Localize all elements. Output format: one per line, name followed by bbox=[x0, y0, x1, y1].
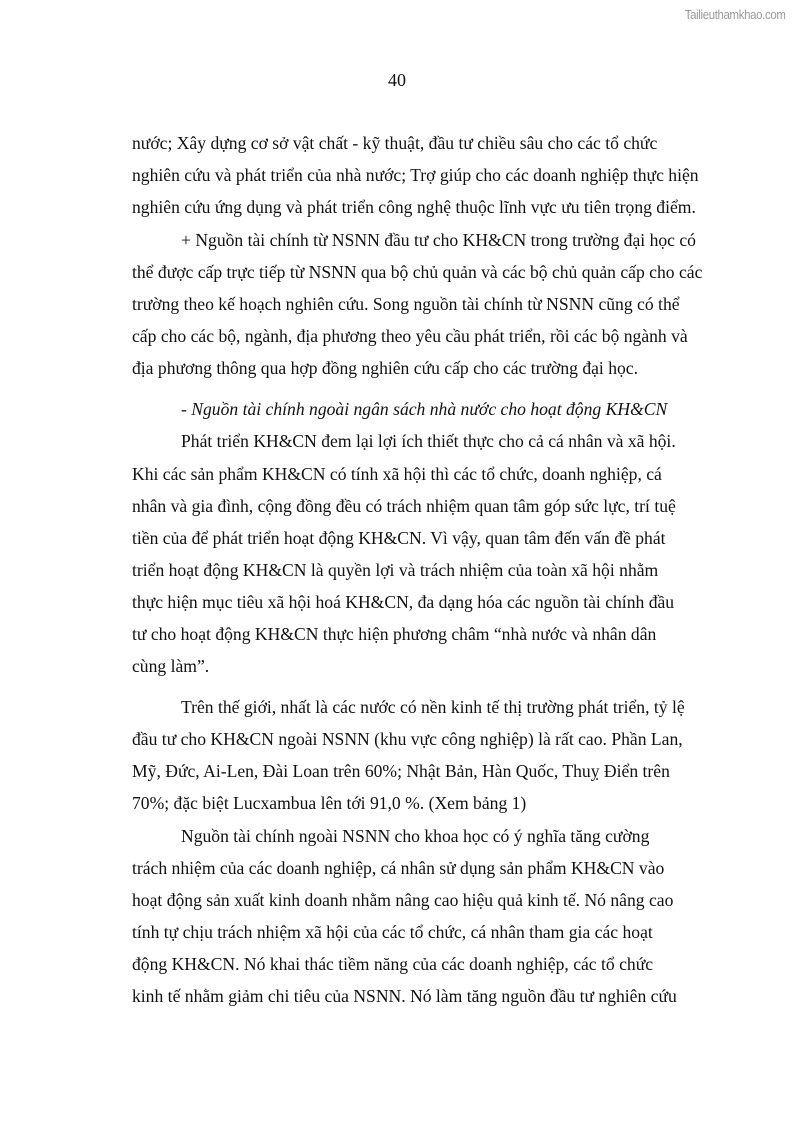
text-line: cấp cho các bộ, ngành, địa phương theo yêu cầu phát triển, rồi các bộ ngành và bbox=[132, 326, 688, 346]
text-line: Khi các sản phẩm KH&CN có tính xã hội thì các tổ chức, doanh nghiệp, cá bbox=[132, 464, 662, 484]
text-line: trường theo kế hoạch nghiên cứu. Song nguồn tài chính từ NSNN cũng có thể bbox=[132, 294, 680, 314]
text-line: đầu tư cho KH&CN ngoài NSNN (khu vực công nghiệp) là rất cao. Phần Lan, bbox=[132, 729, 683, 749]
text-line: nhân và gia đình, cộng đồng đều có trách nhiệm quan tâm góp sức lực, trí tuệ bbox=[132, 496, 676, 516]
text-line: trách nhiệm của các doanh nghiệp, cá nhân sử dụng sản phẩm KH&CN vào bbox=[132, 858, 665, 878]
text-line: triển hoạt động KH&CN là quyền lợi và trách nhiệm của toàn xã hội nhằm bbox=[132, 560, 659, 580]
text-line: tư cho hoạt động KH&CN thực hiện phương châm “nhà nước và nhân dân bbox=[132, 624, 657, 644]
text-line: hoạt động sản xuất kinh doanh nhằm nâng cao hiệu quả kinh tế. Nó nâng cao bbox=[132, 890, 674, 910]
text-line: Nguồn tài chính ngoài NSNN cho khoa học có ý nghĩa tăng cường bbox=[181, 826, 650, 846]
text-line: tính tự chịu trách nhiệm xã hội của các tổ chức, cá nhân tham gia các hoạt bbox=[132, 922, 653, 942]
text-line: kinh tế nhằm giảm chi tiêu của NSNN. Nó làm tăng nguồn đầu tư nghiên cứu bbox=[132, 986, 677, 1006]
text-line: nghiên cứu ứng dụng và phát triển công nghệ thuộc lĩnh vực ưu tiên trọng điểm. bbox=[132, 197, 696, 217]
page-number: 40 bbox=[388, 70, 406, 90]
text-line: 70%; đặc biệt Lucxambua lên tới 91,0 %. (Xem bảng 1) bbox=[132, 793, 527, 813]
text-line: tiền của để phát triển hoạt động KH&CN. Vì vậy, quan tâm đến vấn đề phát bbox=[132, 528, 666, 548]
text-line: cùng làm”. bbox=[132, 656, 210, 676]
watermark: Tailieuthamkhao.com bbox=[685, 7, 786, 22]
text-line: địa phương thông qua hợp đồng nghiên cứu cấp cho các trường đại học. bbox=[132, 358, 639, 378]
text-line: Mỹ, Đức, Ai-Len, Đài Loan trên 60%; Nhật Bản, Hàn Quốc, Thuỵ Điển trên bbox=[132, 761, 670, 781]
text-line: nước; Xây dựng cơ sở vật chất - kỹ thuật, đầu tư chiều sâu cho các tổ chức bbox=[132, 133, 658, 153]
section-heading: - Nguồn tài chính ngoài ngân sách nhà nước cho hoạt động KH&CN bbox=[181, 399, 668, 419]
text-line: thực hiện mục tiêu xã hội hoá KH&CN, đa dạng hóa các nguồn tài chính đầu bbox=[132, 592, 675, 612]
text-line: Trên thế giới, nhất là các nước có nền kinh tế thị trường phát triển, tỷ lệ bbox=[181, 697, 685, 717]
text-line: động KH&CN. Nó khai thác tiềm năng của các doanh nghiệp, các tổ chức bbox=[132, 954, 654, 974]
text-line: Phát triển KH&CN đem lại lợi ích thiết thực cho cả cá nhân và xã hội. bbox=[181, 431, 676, 451]
text-line: thể được cấp trực tiếp từ NSNN qua bộ chủ quản và các bộ chủ quản cấp cho các bbox=[132, 262, 703, 282]
text-line: + Nguồn tài chính từ NSNN đầu tư cho KH&CN trong trường đại học có bbox=[181, 230, 696, 250]
text-line: nghiên cứu và phát triển của nhà nước; Trợ giúp cho các doanh nghiệp thực hiện bbox=[132, 165, 699, 185]
